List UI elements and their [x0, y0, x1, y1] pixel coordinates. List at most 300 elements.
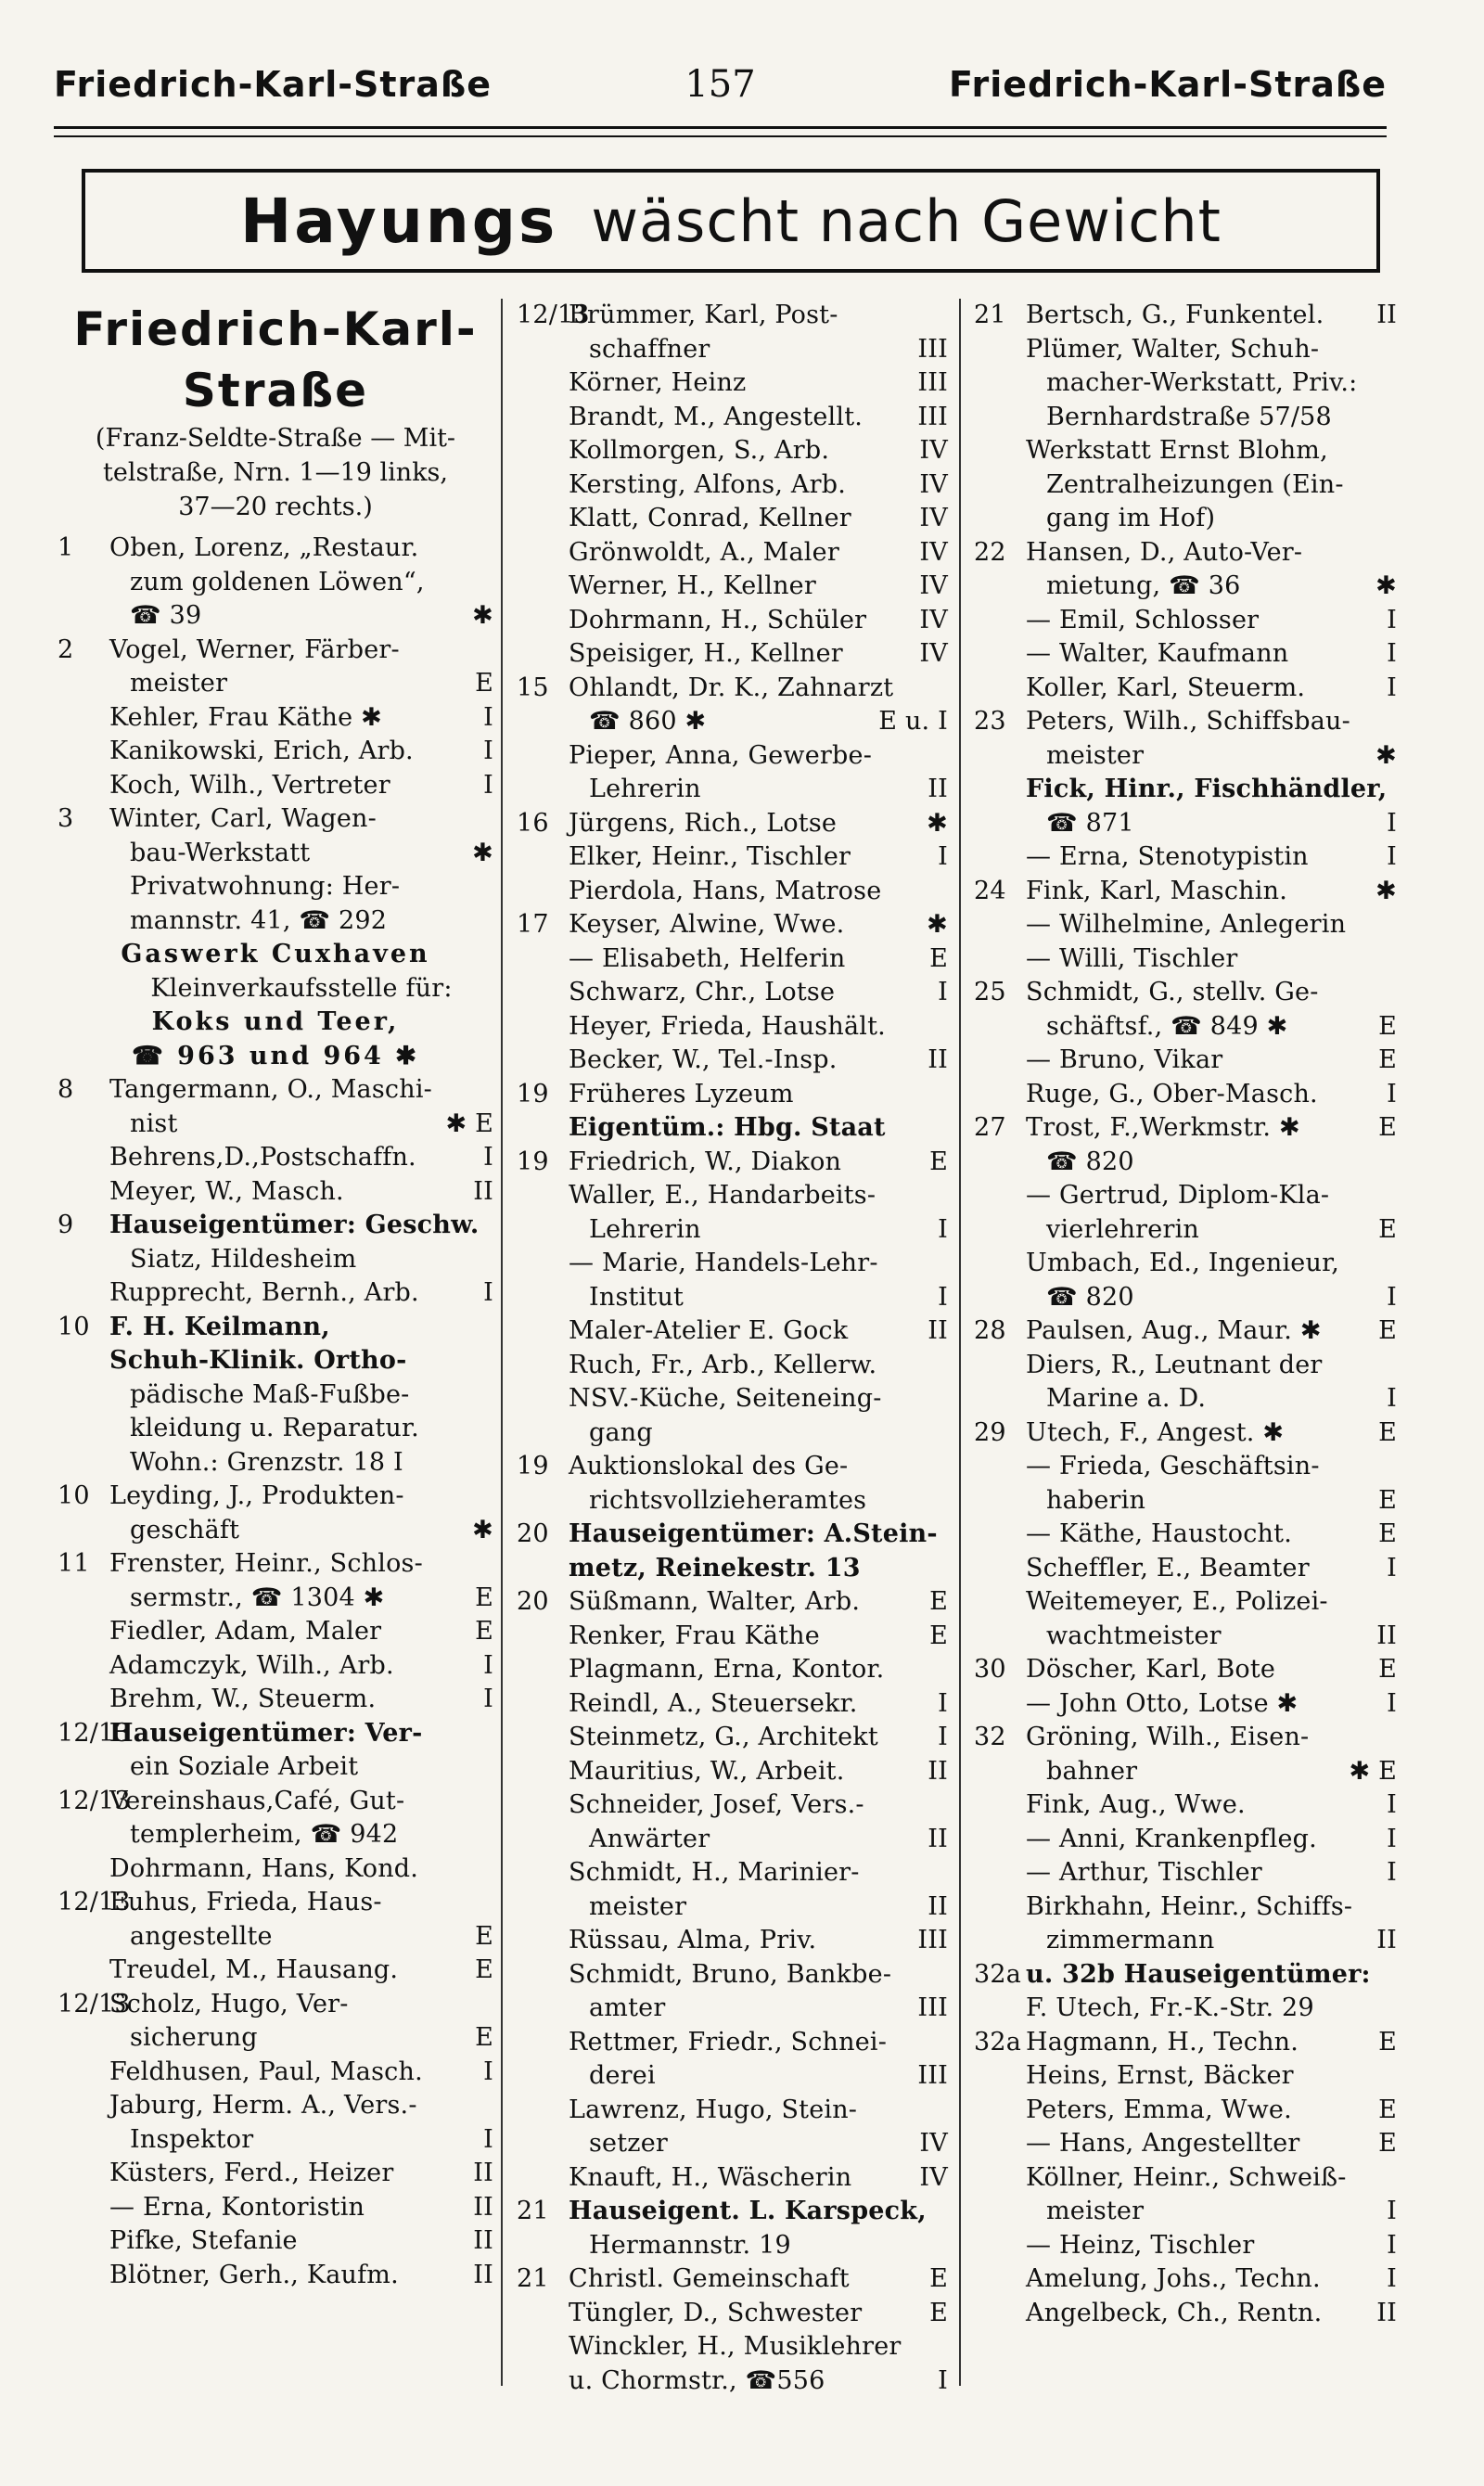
- entry-text: nist: [130, 1108, 178, 1138]
- house-number: 17: [517, 910, 549, 939]
- directory-entry-line: [58, 769, 493, 803]
- house-number: 27: [974, 1113, 1006, 1142]
- house-number: 22: [974, 537, 1006, 567]
- entry-text: angestellte: [130, 1921, 273, 1951]
- entry-text: amter: [589, 1993, 666, 2022]
- floor-marker: I: [483, 1650, 493, 1680]
- entry-text: templerheim, ☎ 942: [130, 1820, 399, 1849]
- entry-text: Marine a. D.: [1046, 1384, 1207, 1413]
- entry-text: sicherung: [130, 2023, 258, 2052]
- directory-entry-line: [517, 1382, 948, 1416]
- floor-marker: II: [1376, 1621, 1397, 1650]
- floor-marker: IV: [919, 605, 948, 634]
- directory-entry-line: [517, 1010, 948, 1044]
- page-number: 157: [684, 63, 756, 106]
- floor-marker: E: [929, 943, 948, 973]
- directory-entry-line: [517, 604, 948, 638]
- entry-text: Koks und Teer,: [151, 1007, 400, 1036]
- floor-marker: E: [929, 1621, 948, 1650]
- floor-marker: I: [483, 770, 493, 800]
- directory-entry-line: [974, 1146, 1397, 1180]
- entry-text: Trost, F.,Werkmstr. ✱: [1026, 1113, 1300, 1142]
- floor-marker: II: [928, 1891, 948, 1921]
- directory-entry-line: [517, 1349, 948, 1383]
- directory-entry-line: [974, 1856, 1397, 1890]
- directory-entry-line: [58, 1582, 493, 1616]
- house-number: 19: [517, 1452, 549, 1480]
- house-number: 20: [517, 1519, 549, 1548]
- floor-marker: I: [1387, 2230, 1397, 2260]
- entry-text: macher-Werkstatt, Priv.:: [1046, 368, 1358, 397]
- floor-marker: I: [938, 1282, 948, 1312]
- entry-text: Winckler, H., Musiklehrer: [569, 2332, 902, 2361]
- directory-entry-line: [517, 1620, 948, 1654]
- entry-text: Mauritius, W., Arbeit.: [569, 1756, 845, 1786]
- house-number: 12/13: [58, 1989, 131, 2018]
- entry-text: Utech, F., Angest. ✱: [1026, 1417, 1285, 1447]
- directory-entry-line: [58, 2089, 493, 2123]
- entry-text: derei: [589, 2061, 656, 2090]
- directory-entry-line: [58, 1954, 493, 1988]
- floor-marker: I: [938, 1688, 948, 1718]
- directory-entry-line: [517, 401, 948, 435]
- house-number: 12/13: [517, 301, 590, 329]
- advertisement-line: [58, 1040, 493, 1074]
- house-number: 19: [517, 1079, 549, 1108]
- directory-entry-line: [58, 1209, 493, 1243]
- directory-entry-line: [517, 739, 948, 774]
- entry-text: F. Utech, Fr.-K.-Str. 29: [1026, 1993, 1314, 2022]
- directory-entry-line: [58, 1141, 493, 1175]
- banner-brand: Hayungs: [240, 185, 558, 257]
- directory-entry-line: [517, 2094, 948, 2128]
- directory-entry-line: [517, 2297, 948, 2331]
- entry-text: Vogel, Werner, Färber-: [109, 634, 400, 664]
- directory-entry-line: [974, 1924, 1397, 1958]
- floor-marker: E: [1378, 1519, 1397, 1548]
- floor-marker: I: [1387, 605, 1397, 634]
- entry-text: ☎ 39: [130, 601, 202, 630]
- entry-text: Blötner, Gerh., Kaufm.: [109, 2260, 399, 2289]
- floor-marker: II: [928, 1824, 948, 1853]
- directory-entry-line: [517, 536, 948, 570]
- entry-text: Lehrerin: [589, 775, 701, 803]
- directory-entry-line: [58, 1988, 493, 2022]
- directory-entry-line: [58, 1108, 493, 1142]
- entry-text: — Erna, Stenotypistin: [1026, 842, 1309, 871]
- directory-entry-line: [58, 1683, 493, 1717]
- entry-text: Klatt, Conrad, Kellner: [569, 504, 851, 532]
- directory-entry-line: [974, 1179, 1397, 1213]
- entry-text: Christl. Gemeinschaft: [569, 2264, 850, 2293]
- advertisement-line: [58, 1006, 493, 1040]
- floor-marker: I: [1387, 673, 1397, 702]
- directory-entry-line: [974, 1823, 1397, 1857]
- entry-text: Siatz, Hildesheim: [130, 1244, 357, 1274]
- floor-marker: I: [483, 2124, 493, 2154]
- entry-text: — John Otto, Lotse ✱: [1026, 1688, 1298, 1718]
- directory-entry-line: [517, 2364, 948, 2399]
- entry-text: Hauseigentümer: Geschw.: [109, 1211, 480, 1239]
- house-number: 11: [58, 1549, 90, 1578]
- directory-entry-line: [58, 667, 493, 701]
- entry-text: Süßmann, Walter, Arb.: [569, 1587, 861, 1616]
- directory-entry-line: [974, 434, 1397, 468]
- floor-marker: E: [1378, 1113, 1397, 1142]
- directory-entry-line: [517, 1111, 948, 1146]
- directory-entry-line: [974, 739, 1397, 774]
- entry-text: sermstr., ☎ 1304 ✱: [130, 1583, 385, 1612]
- floor-marker: E: [929, 1147, 948, 1176]
- directory-entry-line: [517, 1179, 948, 1213]
- directory-entry-line: [517, 1992, 948, 2026]
- entry-text: kleidung u. Reparatur.: [130, 1414, 419, 1442]
- entry-text: — Willi, Tischler: [1026, 943, 1238, 973]
- directory-entry-line: [517, 2229, 948, 2263]
- directory-entry-line: [974, 2094, 1397, 2128]
- entry-text: — Gertrud, Diplom-Kla-: [1026, 1181, 1330, 1210]
- entry-text: Elker, Heinr., Tischler: [569, 842, 851, 871]
- house-number: 12/13: [58, 1888, 131, 1916]
- entry-text: Fink, Karl, Maschin.: [1026, 876, 1287, 905]
- directory-entry-line: [58, 2191, 493, 2225]
- entry-text: setzer: [589, 2129, 668, 2158]
- house-number: 3: [58, 804, 74, 833]
- directory-entry-line: [517, 468, 948, 503]
- house-number: 21: [517, 2197, 549, 2225]
- directory-entry-line: [974, 2262, 1397, 2297]
- house-number: 8: [58, 1075, 74, 1104]
- directory-entry-line: [517, 705, 948, 739]
- directory-entry-line: [517, 1687, 948, 1722]
- directory-entry-line: [974, 773, 1397, 807]
- entry-text: Jaburg, Herm. A., Vers.-: [109, 2091, 417, 2120]
- floor-marker: II: [928, 1316, 948, 1345]
- header-rule-bottom: [54, 135, 1387, 137]
- directory-entry-line: [974, 1010, 1397, 1044]
- street-description-line: 37—20 rechts.): [178, 493, 373, 521]
- entry-text: Brümmer, Karl, Post-: [569, 301, 838, 329]
- entry-text: — Heinz, Tischler: [1026, 2230, 1255, 2260]
- entry-text: Bernhardstraße 57/58: [1046, 402, 1332, 431]
- entry-text: Oben, Lorenz, „Restaur.: [109, 533, 419, 562]
- entry-text: Weitemeyer, E., Polizei-: [1026, 1587, 1328, 1616]
- entry-text: Hermannstr. 19: [589, 2230, 791, 2260]
- directory-entry-line: [517, 502, 948, 536]
- directory-entry-line: [974, 1213, 1397, 1248]
- directory-entry-line: [517, 2026, 948, 2060]
- entry-text: Tangermann, O., Maschi-: [109, 1075, 432, 1104]
- floor-marker: II: [928, 1045, 948, 1074]
- directory-entry-line: [974, 1078, 1397, 1112]
- directory-entry-line: [517, 1585, 948, 1620]
- entry-text: Lehrerin: [589, 1214, 701, 1244]
- entry-text: haberin: [1046, 1485, 1146, 1515]
- street-description: [58, 421, 493, 524]
- entry-text: ein Soziale Arbeit: [130, 1752, 359, 1781]
- directory-entry-line: [974, 1111, 1397, 1146]
- directory-entry-line: [58, 532, 493, 566]
- entry-text: meister: [589, 1891, 687, 1921]
- directory-entry-line: [974, 401, 1397, 435]
- entry-text: Eigentüm.: Hbg. Staat: [569, 1113, 886, 1142]
- house-number: 32a: [974, 1959, 1022, 1989]
- header-rule-top: [54, 126, 1387, 129]
- entry-text: Rupprecht, Bernh., Arb.: [109, 1278, 419, 1307]
- entry-text: Hauseigent. L. Karspeck,: [569, 2197, 927, 2225]
- floor-marker: ✱: [927, 808, 948, 838]
- directory-entry-line: [974, 536, 1397, 570]
- entry-text: u. Chormstr., ☎556: [569, 2365, 825, 2395]
- floor-marker: I: [483, 1278, 493, 1307]
- floor-marker: I: [1387, 1858, 1397, 1887]
- directory-entry-line: [58, 870, 493, 904]
- directory-entry-line: [58, 1750, 493, 1785]
- directory-entry-line: [58, 1785, 493, 1819]
- directory-entry-line: [58, 904, 493, 939]
- entry-text: bau-Werkstatt: [130, 838, 311, 867]
- column-3: [974, 299, 1397, 2486]
- directory-entry-line: [974, 2229, 1397, 2263]
- entry-text: schaffner: [589, 334, 710, 364]
- directory-entry-line: [974, 2059, 1397, 2094]
- directory-entry-line: [974, 1890, 1397, 1925]
- entry-text: Auktionslokal des Ge-: [569, 1452, 849, 1480]
- floor-marker: I: [938, 1723, 948, 1751]
- directory-entry-line: [517, 637, 948, 672]
- house-number: 21: [974, 301, 1006, 329]
- directory-entry-line: [517, 366, 948, 401]
- entry-text: F. H. Keilmann,: [109, 1312, 330, 1341]
- directory-entry-line: [58, 1818, 493, 1852]
- directory-entry-line: [974, 1314, 1397, 1349]
- floor-marker: ✱: [472, 1515, 493, 1544]
- floor-marker: ✱: [472, 838, 493, 867]
- directory-entry-line: [517, 1484, 948, 1519]
- header-right-title: Friedrich-Karl-Straße: [948, 64, 1387, 105]
- entry-list: [58, 532, 493, 2292]
- entry-text: ☎ 820: [1046, 1147, 1134, 1176]
- directory-entry-line: [517, 1044, 948, 1078]
- floor-marker: II: [473, 2159, 493, 2187]
- entry-text: geschäft: [130, 1515, 240, 1544]
- floor-marker: I: [1387, 1790, 1397, 1819]
- street-title-line: Friedrich-Karl-: [73, 302, 478, 356]
- floor-marker: IV: [919, 571, 948, 600]
- entry-text: Fiedler, Adam, Maler: [109, 1617, 382, 1646]
- directory-entry-line: [974, 976, 1397, 1010]
- directory-entry-line: [974, 1247, 1397, 1281]
- entry-text: Scholz, Hugo, Ver-: [109, 1989, 349, 2018]
- floor-marker: I: [483, 2057, 493, 2086]
- directory-entry-line: [974, 2026, 1397, 2060]
- directory-entry-line: [58, 2056, 493, 2090]
- entry-text: Schwarz, Chr., Lotse: [569, 978, 836, 1006]
- floor-marker: I: [1387, 842, 1397, 871]
- floor-marker: IV: [919, 436, 948, 465]
- directory-entry-line: [974, 1721, 1397, 1755]
- entry-text: Schmidt, H., Marinier-: [569, 1858, 860, 1887]
- directory-entry-line: [974, 502, 1397, 536]
- house-number: 12/13: [58, 1718, 131, 1748]
- directory-entry-line: [974, 468, 1397, 503]
- advertisement-banner: [82, 169, 1380, 273]
- entry-text: — Hans, Angestellter: [1026, 2129, 1300, 2158]
- entry-text: Pifke, Stefanie: [109, 2226, 298, 2255]
- entry-text: Plümer, Walter, Schuh-: [1026, 334, 1320, 364]
- house-number: 20: [517, 1587, 549, 1616]
- directory-entry-line: [974, 1653, 1397, 1687]
- entry-text: Treudel, M., Hausang.: [109, 1955, 399, 1984]
- directory-entry-line: [58, 2123, 493, 2158]
- directory-entry-line: [517, 2262, 948, 2297]
- floor-marker: ✱ E: [445, 1108, 493, 1138]
- entry-text: zimmermann: [1046, 1926, 1215, 1954]
- entry-text: Brehm, W., Steuerm.: [109, 1685, 377, 1713]
- directory-entry-line: [974, 2161, 1397, 2196]
- directory-entry-line: [58, 802, 493, 837]
- entry-text: bahner: [1046, 1756, 1138, 1786]
- directory-entry-line: [517, 2059, 948, 2094]
- floor-marker: E: [1378, 1316, 1397, 1345]
- floor-marker: III: [917, 2061, 948, 2090]
- directory-entry-line: [58, 1514, 493, 1548]
- entry-text: Rüssau, Alma, Priv.: [569, 1926, 817, 1954]
- entry-text: ☎ 820: [1046, 1282, 1134, 1312]
- entry-text: zum goldenen Löwen“,: [130, 567, 425, 596]
- floor-marker: I: [1387, 639, 1397, 668]
- column-divider: [959, 299, 961, 2386]
- floor-marker: E: [1378, 1417, 1397, 1447]
- directory-entry-line: [517, 1823, 948, 1857]
- entry-text: meister: [130, 669, 228, 698]
- directory-entry-line: [517, 570, 948, 604]
- floor-marker: I: [483, 702, 493, 732]
- directory-entry-line: [974, 1450, 1397, 1484]
- directory-entry-line: [58, 2224, 493, 2259]
- directory-entry-line: [974, 1687, 1397, 1722]
- street-title-line: Straße: [182, 364, 369, 417]
- entry-text: Koller, Karl, Steuerm.: [1026, 673, 1306, 702]
- directory-entry-line: [58, 1378, 493, 1413]
- entry-text: Leyding, J., Produkten-: [109, 1481, 404, 1510]
- directory-entry-line: [517, 840, 948, 875]
- floor-marker: I: [483, 1685, 493, 1713]
- entry-text: Paulsen, Aug., Maur. ✱: [1026, 1316, 1322, 1345]
- floor-marker: II: [1376, 301, 1397, 329]
- entry-text: — Anni, Krankenpfleg.: [1026, 1824, 1317, 1853]
- entry-text: gang im Hof): [1046, 504, 1216, 532]
- floor-marker: III: [917, 334, 948, 364]
- floor-marker: IV: [919, 469, 948, 499]
- floor-marker: E: [1378, 2129, 1397, 2158]
- entry-text: Zentralheizungen (Ein-: [1046, 469, 1344, 499]
- floor-marker: II: [928, 775, 948, 803]
- entry-text: Schneider, Josef, Vers.-: [569, 1790, 864, 1819]
- floor-marker: II: [1376, 2298, 1397, 2327]
- directory-entry-line: [58, 1649, 493, 1684]
- directory-entry-line: [58, 1852, 493, 1887]
- running-header: [54, 61, 1387, 108]
- house-number: 1: [58, 533, 74, 562]
- directory-entry-line: [974, 1349, 1397, 1383]
- entry-list: [974, 299, 1397, 2330]
- directory-entry-line: [517, 1552, 948, 1586]
- directory-entry-line: [517, 1788, 948, 1823]
- house-number: 16: [517, 808, 549, 838]
- directory-entry-line: [517, 773, 948, 807]
- directory-entry-line: [58, 1920, 493, 1954]
- entry-text: Birkhahn, Heinr., Schiffs-: [1026, 1891, 1353, 1921]
- floor-marker: II: [473, 1176, 493, 1206]
- entry-text: Brandt, M., Angestellt.: [569, 402, 864, 431]
- floor-marker: E: [929, 2264, 948, 2293]
- entry-text: Dohrmann, H., Schüler: [569, 605, 867, 634]
- entry-text: Renker, Frau Käthe: [569, 1621, 820, 1650]
- entry-text: — Käthe, Haustocht.: [1026, 1519, 1292, 1548]
- entry-text: Ohlandt, Dr. K., Zahnarzt: [569, 673, 894, 702]
- directory-entry-line: [974, 366, 1397, 401]
- entry-text: Köllner, Heinr., Schweiß-: [1026, 2162, 1347, 2192]
- floor-marker: III: [917, 402, 948, 431]
- directory-entry-line: [974, 2297, 1397, 2331]
- entry-text: Hauseigentümer: A.Stein-: [569, 1519, 938, 1548]
- floor-marker: IV: [919, 537, 948, 567]
- house-number: 10: [58, 1481, 90, 1510]
- entry-text: Umbach, Ed., Ingenieur,: [1026, 1249, 1339, 1277]
- street-description-line: telstraße, Nrn. 1—19 links,: [102, 458, 448, 487]
- entry-text: meister: [1046, 740, 1145, 770]
- floor-marker: I: [483, 1143, 493, 1172]
- entry-text: Maler-Atelier E. Gock: [569, 1316, 849, 1345]
- directory-entry-line: [517, 1924, 948, 1958]
- entry-text: Werkstatt Ernst Blohm,: [1026, 436, 1328, 465]
- entry-text: vierlehrerin: [1046, 1214, 1199, 1244]
- directory-entry-line: [974, 672, 1397, 706]
- entry-text: — Walter, Kaufmann: [1026, 639, 1289, 668]
- entry-text: pädische Maß-Fußbe-: [130, 1379, 410, 1409]
- entry-text: Adamczyk, Wilh., Arb.: [109, 1650, 394, 1680]
- floor-marker: I: [1387, 1384, 1397, 1413]
- floor-marker: II: [473, 2226, 493, 2255]
- directory-entry-line: [517, 1450, 948, 1484]
- header-left-title: Friedrich-Karl-Straße: [54, 64, 493, 105]
- entry-text: Heyer, Frieda, Haushält.: [569, 1011, 886, 1041]
- directory-entry-line: [517, 1146, 948, 1180]
- directory-entry-line: [974, 2195, 1397, 2229]
- floor-marker: E u. I: [878, 707, 948, 736]
- entry-text: Jürgens, Rich., Lotse: [569, 808, 838, 838]
- directory-entry-line: [974, 705, 1397, 739]
- entry-text: — Bruno, Vikar: [1026, 1045, 1223, 1074]
- directory-entry-line: [974, 1788, 1397, 1823]
- entry-text: metz, Reinekestr. 13: [569, 1553, 861, 1583]
- directory-entry-line: [517, 1721, 948, 1755]
- entry-text: Bertsch, G., Funkentel.: [1026, 301, 1324, 329]
- directory-entry-line: [58, 1547, 493, 1582]
- directory-entry-line: [517, 2330, 948, 2364]
- directory-entry-line: [974, 1585, 1397, 1620]
- floor-marker: ✱: [1375, 876, 1397, 905]
- entry-text: ☎ 860 ✱: [589, 707, 707, 736]
- entry-text: — Frieda, Geschäftsin-: [1026, 1452, 1320, 1480]
- floor-marker: I: [1387, 1079, 1397, 1108]
- directory-entry-line: [517, 2195, 948, 2229]
- entry-text: Knauft, H., Wäscherin: [569, 2162, 852, 2192]
- directory-entry-line: [517, 1755, 948, 1789]
- entry-text: Fink, Aug., Wwe.: [1026, 1790, 1246, 1819]
- entry-text: Fick, Hinr., Fischhändler,: [1026, 775, 1388, 803]
